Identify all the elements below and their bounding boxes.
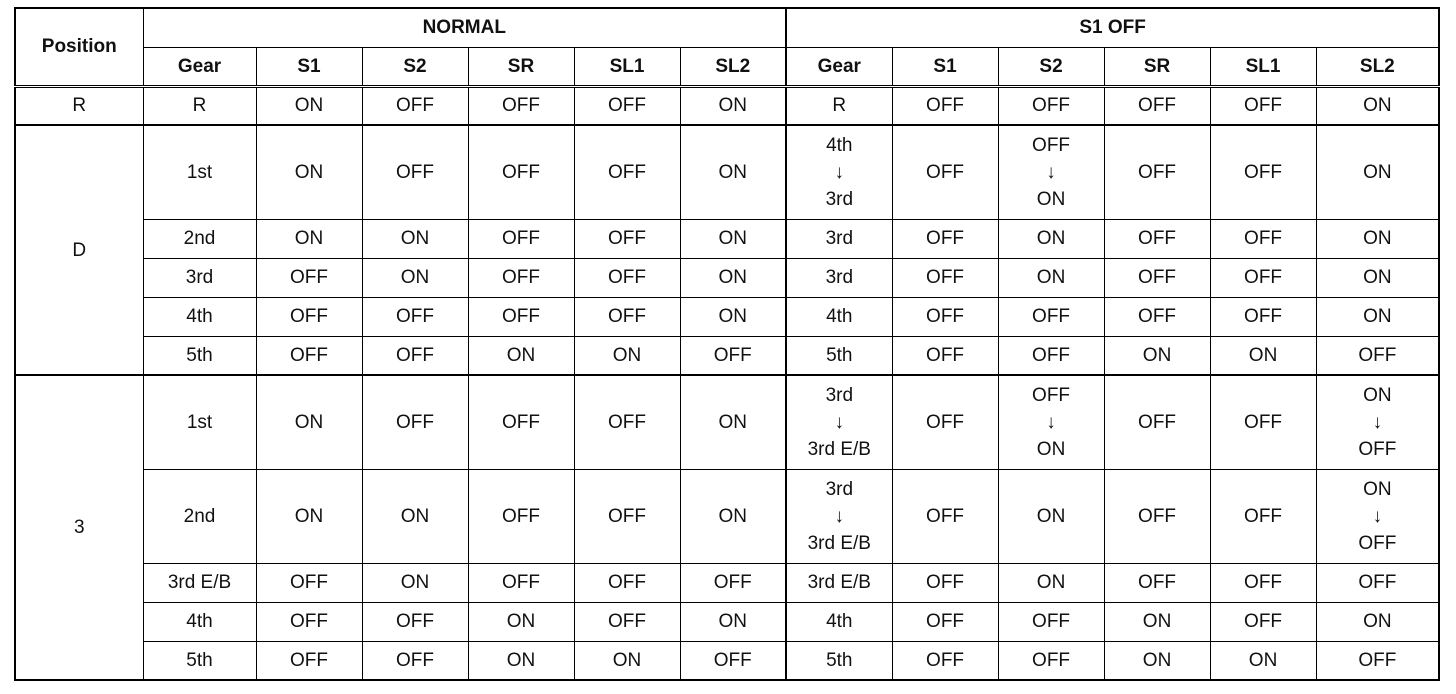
cell-line: ON: [1142, 611, 1172, 632]
normal-cell-sl1: OFF: [574, 125, 680, 219]
cell-line: ON: [1036, 438, 1066, 460]
cell-line: 3rd E/B: [807, 438, 871, 460]
position-cell: D: [15, 125, 143, 375]
normal-cell-s1: OFF: [256, 336, 362, 375]
cell-line: OFF: [1032, 611, 1071, 632]
cell-line: ON: [1142, 649, 1172, 671]
cell-line: OFF: [1138, 161, 1177, 183]
s1-off-cell-sl1: [1210, 336, 1316, 375]
normal-cell-s2: ON: [362, 469, 468, 563]
s1-off-cell-sr: [1104, 258, 1210, 297]
normal-cell-sr: OFF: [468, 125, 574, 219]
normal-col-header-sr: SR: [468, 47, 574, 86]
normal-cell-s1: ON: [256, 125, 362, 219]
cell-line: 4th: [826, 306, 853, 327]
cell-line: OFF: [926, 344, 965, 366]
cell-line: OFF: [1244, 306, 1283, 327]
s1-off-cell-sl1: [1210, 86, 1316, 125]
s1-off-cell-s2: [998, 219, 1104, 258]
normal-cell-sl2: ON: [680, 86, 786, 125]
down-arrow-icon: ↓: [1046, 161, 1056, 183]
s1-off-cell-gear: [786, 469, 892, 563]
s1-off-cell-sr: [1104, 336, 1210, 375]
s1-off-cell-s1: [892, 469, 998, 563]
table-row: [15, 125, 1439, 219]
normal-cell-s2: OFF: [362, 375, 468, 469]
normal-cell-s1: OFF: [256, 258, 362, 297]
cell-line: 5th: [826, 344, 853, 366]
header-row-columns: [15, 47, 1439, 86]
s1-off-cell-gear: [786, 86, 892, 125]
normal-cell-s1: ON: [256, 219, 362, 258]
s1-off-cell-sl2: [1316, 125, 1439, 219]
normal-cell-sr: OFF: [468, 375, 574, 469]
cell-line: OFF: [1358, 438, 1397, 460]
s1-off-cell-s1: [892, 219, 998, 258]
s1-off-cell-s1: [892, 563, 998, 602]
cell-line: OFF: [1138, 572, 1177, 593]
s1-off-group-header: S1 OFF: [786, 8, 1439, 47]
normal-cell-sl1: OFF: [574, 375, 680, 469]
cell-line: ON: [1036, 188, 1066, 210]
cell-line: OFF: [1244, 505, 1283, 527]
s1off-col-header-s2: S2: [998, 47, 1104, 86]
cell-line: OFF: [926, 411, 965, 433]
s1-off-cell-s2: [998, 258, 1104, 297]
s1-off-cell-sl1: [1210, 641, 1316, 680]
normal-cell-s1: OFF: [256, 563, 362, 602]
table-row: [15, 86, 1439, 125]
s1-off-cell-s2: [998, 336, 1104, 375]
cell-line: OFF: [1358, 344, 1397, 366]
normal-cell-s2: OFF: [362, 336, 468, 375]
s1-off-cell-sl2: [1316, 375, 1439, 469]
s1-off-cell-sl2: [1316, 258, 1439, 297]
cell-line: ON: [1248, 649, 1278, 671]
cell-line: 3rd: [825, 228, 854, 249]
normal-cell-s2: ON: [362, 258, 468, 297]
normal-cell-sr: ON: [468, 641, 574, 680]
cell-line: ON: [1036, 267, 1066, 288]
cell-line: ON: [1363, 306, 1392, 327]
cell-line: OFF: [926, 267, 965, 288]
normal-cell-s1: ON: [256, 469, 362, 563]
cell-line: ON: [1363, 267, 1392, 288]
table-row: [15, 219, 1439, 258]
table-row: [15, 469, 1439, 563]
cell-line: 5th: [826, 649, 853, 671]
cell-line: ON: [1036, 228, 1066, 249]
s1-off-cell-sl1: [1210, 297, 1316, 336]
cell-line: OFF: [1358, 532, 1397, 554]
s1-off-cell-sl2: [1316, 641, 1439, 680]
normal-cell-gear: 3rd E/B: [143, 563, 256, 602]
cell-line: OFF: [926, 161, 965, 183]
normal-cell-gear: 1st: [143, 125, 256, 219]
cell-line: ON: [1363, 161, 1392, 183]
normal-cell-sl2: OFF: [680, 641, 786, 680]
normal-cell-sr: ON: [468, 336, 574, 375]
position-cell: R: [15, 86, 143, 125]
table-row: [15, 336, 1439, 375]
s1-off-cell-s1: [892, 641, 998, 680]
s1-off-cell-s1: [892, 602, 998, 641]
normal-cell-sr: OFF: [468, 219, 574, 258]
s1-off-cell-s1: [892, 297, 998, 336]
cell-line: 4th: [826, 134, 853, 156]
normal-cell-gear: 4th: [143, 602, 256, 641]
s1-off-cell-sr: [1104, 641, 1210, 680]
s1-off-cell-s2: [998, 125, 1104, 219]
s1-off-cell-gear: [786, 375, 892, 469]
cell-line: ON: [1363, 228, 1392, 249]
normal-cell-sr: OFF: [468, 469, 574, 563]
cell-line: OFF: [1032, 649, 1071, 671]
s1-off-cell-sl1: [1210, 125, 1316, 219]
normal-cell-s2: ON: [362, 219, 468, 258]
table-row: [15, 602, 1439, 641]
cell-line: ON: [1363, 611, 1392, 632]
normal-cell-sr: OFF: [468, 258, 574, 297]
s1-off-cell-s1: [892, 336, 998, 375]
s1-off-cell-sr: [1104, 563, 1210, 602]
cell-line: ON: [1363, 95, 1392, 117]
normal-cell-sl2: ON: [680, 258, 786, 297]
s1-off-cell-s1: [892, 258, 998, 297]
cell-line: OFF: [1244, 411, 1283, 433]
cell-line: OFF: [1032, 306, 1071, 327]
normal-cell-s2: OFF: [362, 641, 468, 680]
s1-off-cell-s2: [998, 297, 1104, 336]
down-arrow-icon: ↓: [1372, 411, 1383, 433]
s1-off-cell-sl2: [1316, 219, 1439, 258]
normal-cell-gear: 2nd: [143, 219, 256, 258]
cell-line: OFF: [1138, 228, 1177, 249]
cell-line: ON: [1036, 505, 1066, 527]
cell-line: ON: [1036, 572, 1066, 593]
header-row-groups: [15, 8, 1439, 47]
normal-cell-sl2: ON: [680, 469, 786, 563]
normal-cell-sl1: ON: [574, 641, 680, 680]
s1-off-cell-s2: [998, 641, 1104, 680]
table-row: [15, 641, 1439, 680]
s1off-col-header-sl1: SL1: [1210, 47, 1316, 86]
normal-cell-sr: OFF: [468, 563, 574, 602]
cell-line: 3rd E/B: [807, 532, 871, 554]
s1-off-cell-sr: [1104, 469, 1210, 563]
normal-col-header-s1: S1: [256, 47, 362, 86]
cell-line: OFF: [1244, 161, 1283, 183]
normal-cell-s1: OFF: [256, 641, 362, 680]
cell-line: OFF: [926, 228, 965, 249]
normal-col-header-s2: S2: [362, 47, 468, 86]
s1-off-cell-s1: [892, 375, 998, 469]
cell-line: OFF: [926, 95, 965, 117]
s1-off-cell-sl2: [1316, 297, 1439, 336]
cell-line: OFF: [1032, 95, 1071, 117]
position-header: Position: [15, 8, 143, 86]
s1-off-cell-s2: [998, 375, 1104, 469]
normal-col-header-sl1: SL1: [574, 47, 680, 86]
position-cell: 3: [15, 375, 143, 680]
normal-cell-gear: 5th: [143, 641, 256, 680]
s1-off-cell-sr: [1104, 297, 1210, 336]
s1-off-cell-sl1: [1210, 469, 1316, 563]
cell-line: OFF: [1244, 95, 1283, 117]
normal-cell-gear: 1st: [143, 375, 256, 469]
normal-cell-sl1: OFF: [574, 86, 680, 125]
normal-cell-s2: OFF: [362, 602, 468, 641]
cell-line: 4th: [826, 611, 853, 632]
s1-off-cell-sl1: [1210, 219, 1316, 258]
table-row: [15, 563, 1439, 602]
cell-line: OFF: [1138, 306, 1177, 327]
table-row: [15, 297, 1439, 336]
cell-line: OFF: [1358, 572, 1397, 593]
normal-cell-sl2: OFF: [680, 563, 786, 602]
s1-off-cell-sl1: [1210, 258, 1316, 297]
normal-cell-sl2: ON: [680, 125, 786, 219]
s1-off-cell-gear: [786, 258, 892, 297]
s1-off-cell-sr: [1104, 375, 1210, 469]
cell-line: OFF: [1138, 505, 1177, 527]
normal-cell-gear: 5th: [143, 336, 256, 375]
cell-line: OFF: [1244, 267, 1283, 288]
cell-line: 3rd: [825, 384, 854, 406]
cell-line: R: [832, 95, 847, 117]
cell-line: OFF: [926, 611, 965, 632]
s1off-col-header-gear: Gear: [786, 47, 892, 86]
normal-cell-gear: 2nd: [143, 469, 256, 563]
table-header: [15, 8, 1439, 86]
cell-line: OFF: [1138, 95, 1177, 117]
s1-off-cell-sl2: [1316, 336, 1439, 375]
cell-line: OFF: [1138, 267, 1177, 288]
s1-off-cell-gear: [786, 602, 892, 641]
cell-line: OFF: [1032, 134, 1071, 156]
down-arrow-icon: ↓: [1046, 411, 1056, 433]
s1-off-cell-sr: [1104, 86, 1210, 125]
s1-off-cell-sl2: [1316, 602, 1439, 641]
s1-off-cell-sl1: [1210, 602, 1316, 641]
normal-cell-sl1: OFF: [574, 469, 680, 563]
cell-line: OFF: [1032, 344, 1071, 366]
s1-off-cell-gear: [786, 297, 892, 336]
normal-cell-sl1: OFF: [574, 602, 680, 641]
table-row: [15, 258, 1439, 297]
s1-off-cell-sl2: [1316, 563, 1439, 602]
s1-off-cell-s2: [998, 469, 1104, 563]
s1-off-cell-s1: [892, 125, 998, 219]
normal-cell-s2: OFF: [362, 297, 468, 336]
s1-off-cell-sr: [1104, 219, 1210, 258]
s1off-col-header-sr: SR: [1104, 47, 1210, 86]
s1-off-cell-sr: [1104, 602, 1210, 641]
cell-line: OFF: [926, 572, 965, 593]
cell-line: OFF: [1244, 611, 1283, 632]
normal-cell-sl1: OFF: [574, 258, 680, 297]
down-arrow-icon: ↓: [834, 161, 845, 183]
down-arrow-icon: ↓: [1372, 505, 1383, 527]
s1off-col-header-s1: S1: [892, 47, 998, 86]
cell-line: OFF: [1358, 649, 1397, 671]
s1-off-cell-sl2: [1316, 469, 1439, 563]
cell-line: OFF: [1244, 572, 1283, 593]
normal-cell-gear: 4th: [143, 297, 256, 336]
s1-off-cell-gear: [786, 336, 892, 375]
s1-off-cell-s2: [998, 602, 1104, 641]
normal-cell-sl2: ON: [680, 219, 786, 258]
normal-cell-sl2: OFF: [680, 336, 786, 375]
table-body: [15, 86, 1439, 680]
s1-off-cell-s2: [998, 86, 1104, 125]
cell-line: ON: [1363, 384, 1392, 406]
solenoid-table: [14, 7, 1440, 681]
cell-line: OFF: [1244, 228, 1283, 249]
s1-off-cell-gear: [786, 641, 892, 680]
s1-off-cell-sl2: [1316, 86, 1439, 125]
normal-cell-s1: OFF: [256, 297, 362, 336]
s1-off-cell-gear: [786, 563, 892, 602]
cell-line: OFF: [926, 649, 965, 671]
s1off-col-header-sl2: SL2: [1316, 47, 1439, 86]
cell-line: 3rd: [825, 478, 854, 500]
cell-line: ON: [1142, 344, 1172, 366]
cell-line: OFF: [1032, 384, 1071, 406]
s1-off-cell-sl1: [1210, 563, 1316, 602]
cell-line: 3rd: [825, 188, 854, 210]
normal-cell-s2: OFF: [362, 125, 468, 219]
cell-line: OFF: [1138, 411, 1177, 433]
normal-cell-s1: ON: [256, 375, 362, 469]
normal-cell-sr: ON: [468, 602, 574, 641]
cell-line: OFF: [926, 505, 965, 527]
normal-col-header-gear: Gear: [143, 47, 256, 86]
down-arrow-icon: ↓: [834, 411, 845, 433]
normal-cell-sl2: ON: [680, 602, 786, 641]
s1-off-cell-s2: [998, 563, 1104, 602]
normal-cell-sl1: ON: [574, 336, 680, 375]
cell-line: 3rd: [825, 267, 854, 288]
down-arrow-icon: ↓: [834, 505, 845, 527]
s1-off-cell-sl1: [1210, 375, 1316, 469]
s1-off-cell-gear: [786, 125, 892, 219]
normal-cell-sr: OFF: [468, 86, 574, 125]
normal-col-header-sl2: SL2: [680, 47, 786, 86]
normal-cell-gear: 3rd: [143, 258, 256, 297]
normal-cell-sl1: OFF: [574, 219, 680, 258]
cell-line: ON: [1363, 478, 1392, 500]
normal-cell-s2: ON: [362, 563, 468, 602]
s1-off-cell-gear: [786, 219, 892, 258]
normal-cell-s2: OFF: [362, 86, 468, 125]
normal-cell-sl1: OFF: [574, 297, 680, 336]
normal-cell-sl2: ON: [680, 297, 786, 336]
normal-cell-sl2: ON: [680, 375, 786, 469]
cell-line: ON: [1248, 344, 1278, 366]
s1-off-cell-s1: [892, 86, 998, 125]
normal-cell-sl1: OFF: [574, 563, 680, 602]
normal-cell-s1: ON: [256, 86, 362, 125]
table-row: [15, 375, 1439, 469]
normal-cell-gear: R: [143, 86, 256, 125]
cell-line: 3rd E/B: [807, 572, 871, 593]
normal-cell-sr: OFF: [468, 297, 574, 336]
normal-cell-s1: OFF: [256, 602, 362, 641]
cell-line: OFF: [926, 306, 965, 327]
normal-group-header: NORMAL: [143, 8, 786, 47]
s1-off-cell-sr: [1104, 125, 1210, 219]
